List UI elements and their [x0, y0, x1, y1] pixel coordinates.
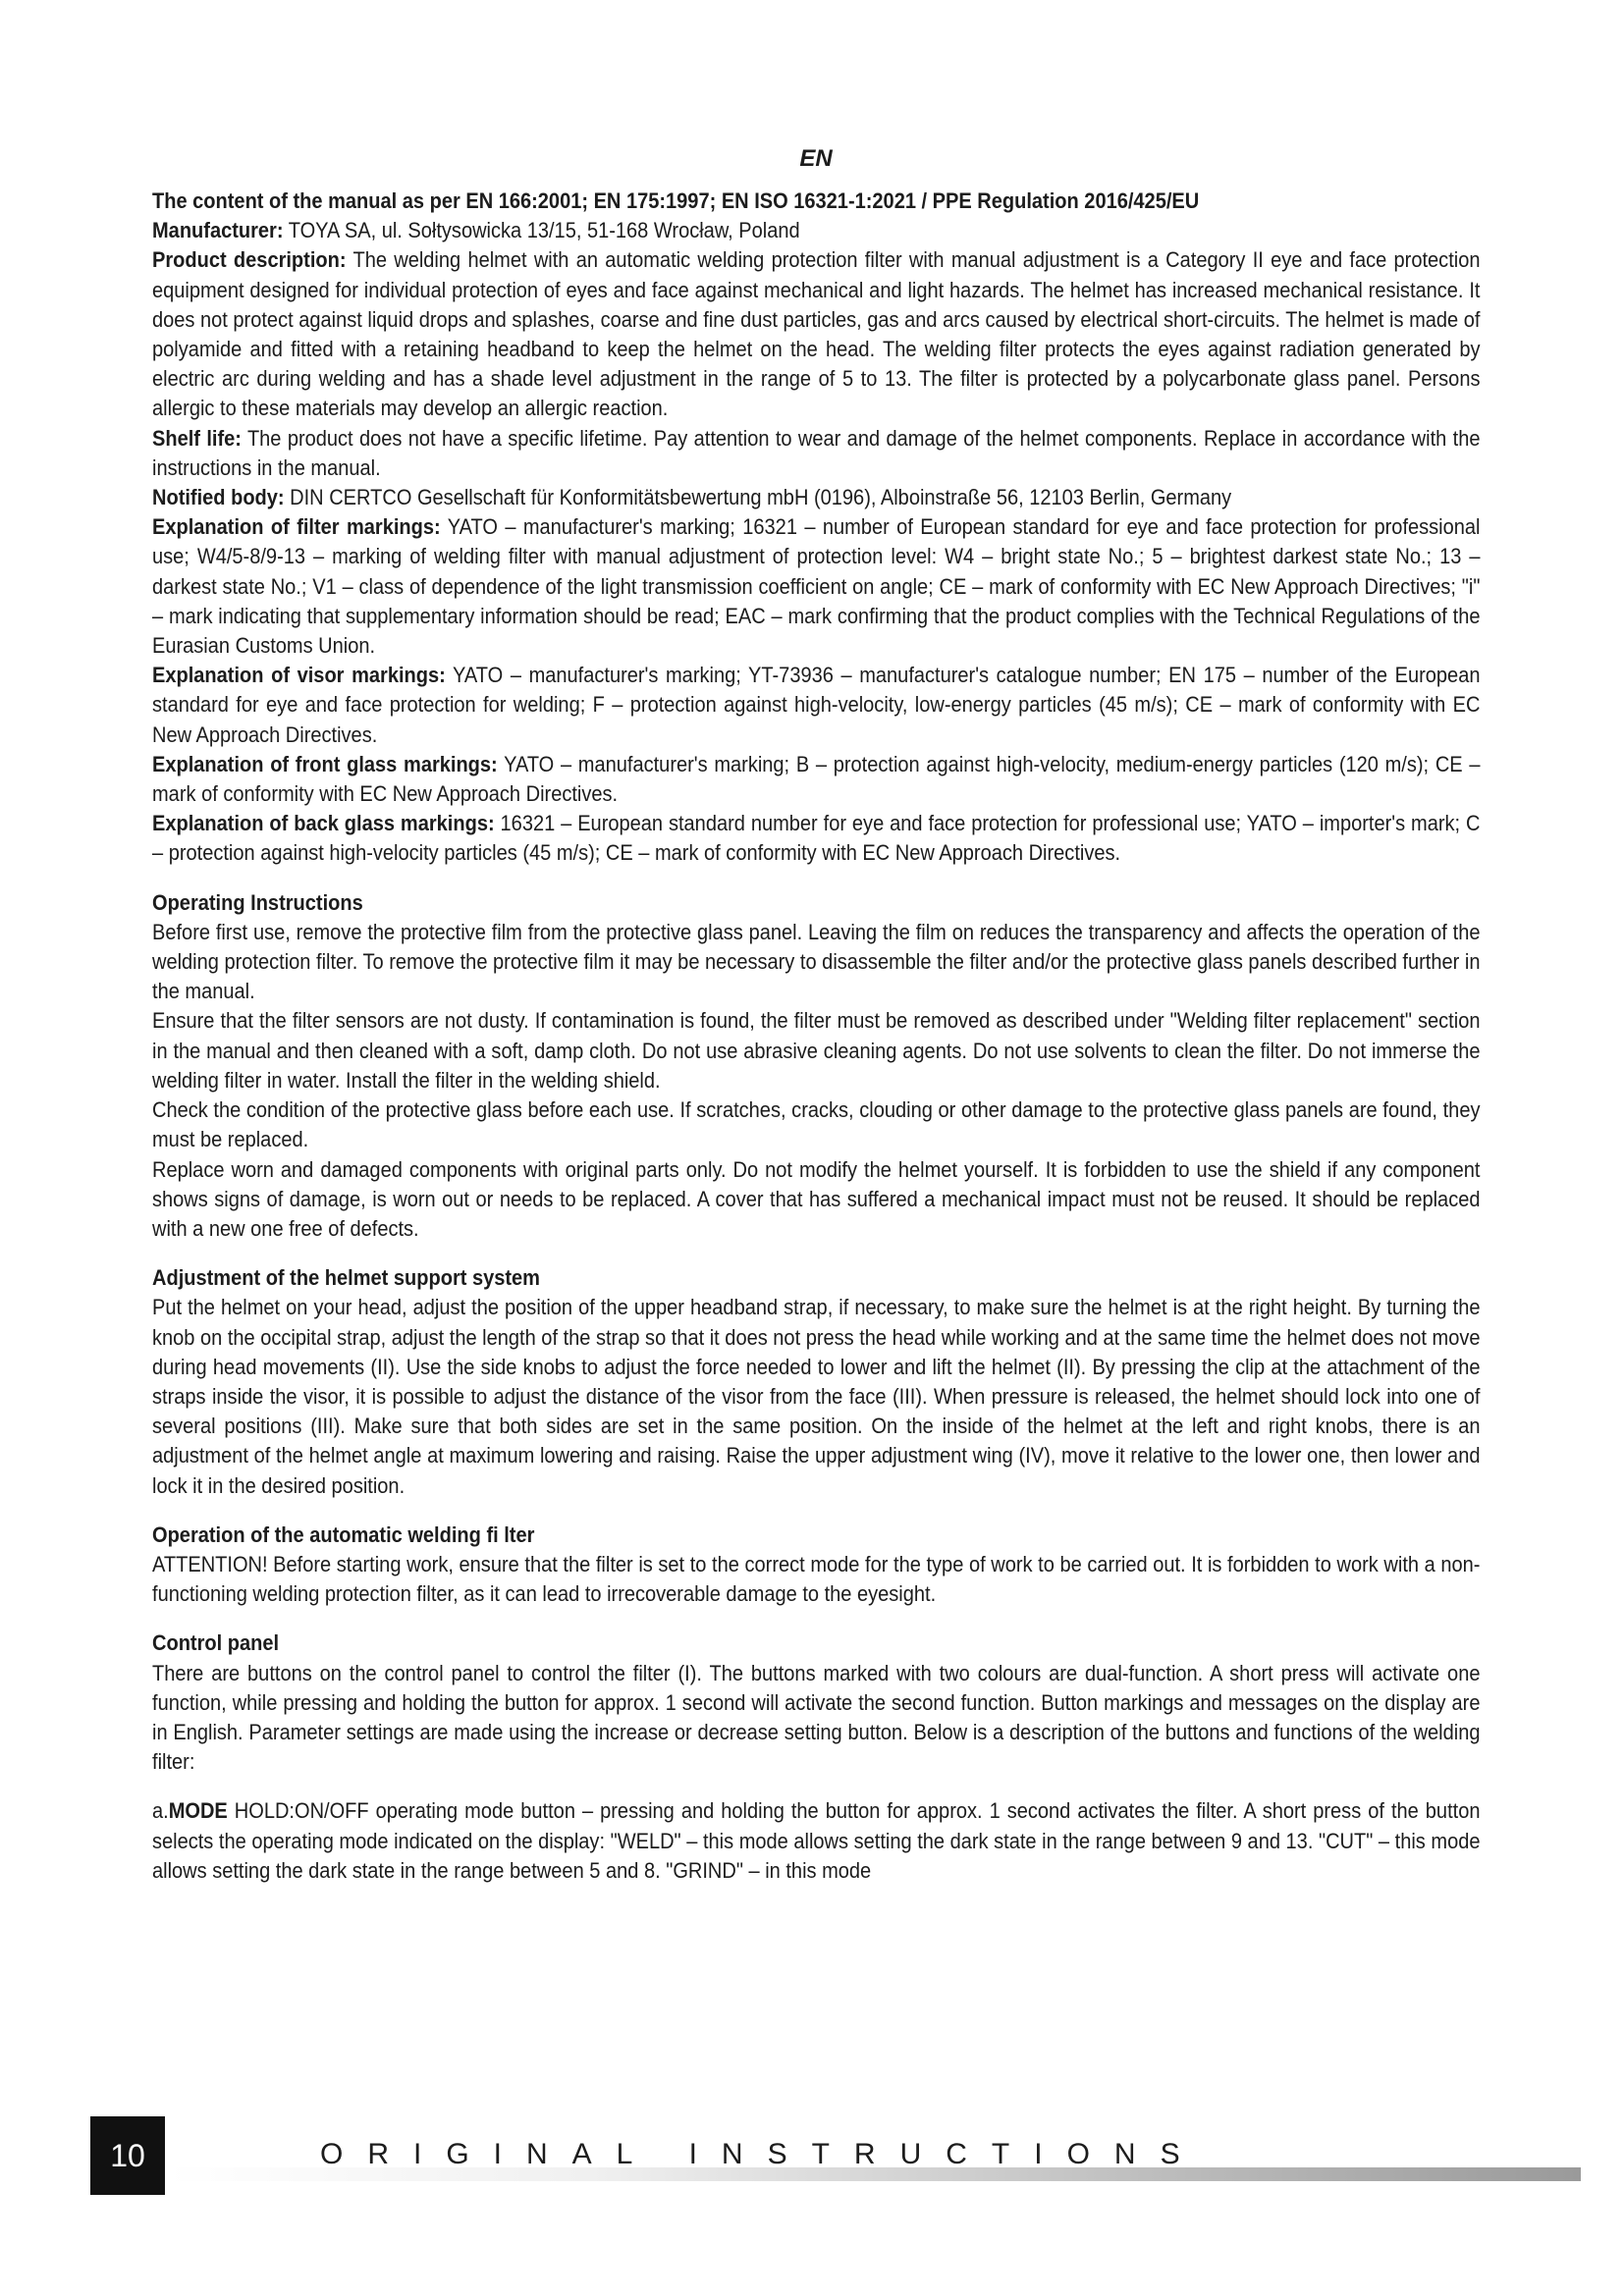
paragraph-label: Notified body:	[152, 485, 285, 510]
paragraph-text: HOLD:ON/OFF operating mode button – pressing and holding the button for approx. 1 second activates the filter. A short press of the button selects the operating mode indicated on the display: "WELD" – this mode allows setting the dark state in the range between 9 and 13. "CUT" – this mode allows setting the dark state in the range between 5 and 8. "GRIND" – in this mode	[152, 1798, 1481, 1883]
section-gap	[152, 1501, 1480, 1521]
section-gap	[152, 869, 1480, 888]
paragraph	[152, 245, 1480, 423]
paragraph-label: Product description:	[152, 247, 347, 273]
document-body	[152, 187, 1480, 1886]
paragraph-text: Put the helmet on your head, adjust the position of the upper headband strap, if necessary, to make sure the helmet is at the right height. By turning the knob on the occipital strap, adjust the length of the strap so that it does not press the head while working and at the same time the helmet does not move during head movements (II). Use the side knobs to adjust the force needed to lower and lift the helmet (II). By pressing the clip at the attachment of the straps inside the visor, it is possible to adjust the distance of the visor from the face (III). When pressure is released, the helmet should lock into one of several positions (III). Make sure that both sides are set in the same position. On the inside of the helmet at the left and right knobs, there is an adjustment of the helmet angle at maximum lowering and raising. Raise the upper adjustment wing (IV), move it relative to the lower one, then lower and lock it in the desired position.	[152, 1295, 1481, 1498]
paragraph	[152, 1659, 1480, 1778]
paragraph-label: Explanation of visor markings:	[152, 663, 446, 688]
paragraph-text: Ensure that the filter sensors are not dusty. If contamination is found, the filter must be removed as described under "Welding filter replacement" section in the manual and then cleaned with a soft, damp cloth. Do not use abrasive cleaning agents. Do not use solvents to clean the filter. Do not immerse the welding filter in water. Install the filter in the welding shield.	[152, 1008, 1481, 1093]
paragraph-label: Explanation of filter markings:	[152, 514, 441, 540]
paragraph	[152, 483, 1480, 512]
section-heading: Operation of the automatic welding fi lter	[152, 1522, 535, 1547]
paragraph-text: YATO – manufacturer's marking; B – protection against high-velocity, medium-energy particles (120 m/s); CE – mark of conformity with EC New Approach Directives.	[152, 751, 1481, 807]
paragraph-label: Shelf life:	[152, 425, 242, 451]
section-heading: Adjustment of the helmet support system	[152, 1265, 540, 1291]
paragraph	[152, 216, 1480, 245]
paragraph	[152, 809, 1480, 868]
section-heading: The content of the manual as per EN 166:2001; EN 175:1997; EN ISO 16321-1:2021 / PPE Regulation 2016/425/EU	[152, 188, 1200, 213]
document-page	[152, 145, 1480, 1886]
page-number: 10	[90, 2116, 165, 2195]
paragraph-text: YATO – manufacturer's marking; 16321 – number of European standard for eye and face protection for professional use; W4/5-8/9-13 – marking of welding filter with manual adjustment of protection level: W4 – bright state No.; 5 – brightest darkest state No.; 13 – darkest state No.; V1 – class of dependence of the light transmission coefficient on angle; CE – mark of conformity with EC New Approach Directives; "i" – mark indicating that supplementary information should be read; EAC – mark confirming that the product complies with the Technical Regulations of the Eurasian Customs Union.	[152, 514, 1481, 659]
paragraph	[152, 1796, 1480, 1886]
language-code: EN	[799, 145, 833, 172]
paragraph	[152, 661, 1480, 750]
paragraph-text: DIN CERTCO Gesellschaft für Konformitätsbewertung mbH (0196), Alboinstraße 56, 12103 Berlin, Germany	[284, 485, 1232, 510]
paragraph-label: Explanation of front glass markings:	[152, 751, 498, 776]
paragraph-label: MODE	[168, 1798, 228, 1824]
paragraph	[152, 1155, 1480, 1245]
paragraph-text: 16321 – European standard number for eye and face protection for professional use; YATO – importer's mark; C – protection against high-velocity particles (45 m/s); CE – mark of conformity with EC New Approach Directives.	[152, 811, 1481, 866]
paragraph	[152, 1095, 1480, 1154]
paragraph-text: There are buttons on the control panel to control the filter (I). The buttons marked with two colours are dual-function. A short press will activate one function, while pressing and holding the button for approx. 1 second will activate the second function. Button markings and messages on the display are in English. Parameter settings are made using the increase or decrease setting button. Below is a description of the buttons and functions of the welding filter:	[152, 1660, 1481, 1775]
section-gap	[152, 1777, 1480, 1796]
section-heading: Operating Instructions	[152, 889, 363, 915]
paragraph-label: Explanation of back glass markings:	[152, 811, 495, 836]
paragraph-text: Before first use, remove the protective film from the protective glass panel. Leaving the film on reduces the transparency and affects the operation of the welding protection filter. To remove the protective film it may be necessary to disassemble the filter and/or the protective glass panels described further in the manual.	[152, 919, 1481, 1004]
paragraph	[152, 1006, 1480, 1095]
footer-label: ORIGINAL INSTRUCTIONS	[320, 2138, 1205, 2170]
section-gap	[152, 1244, 1480, 1263]
paragraph-text: The welding helmet with an automatic welding protection filter with manual adjustment is a Category II eye and face protection equipment designed for individual protection of eyes and face against mechanical and light hazards. The helmet has increased mechanical resistance. It does not protect against liquid drops and splashes, coarse and fine dust particles, gas and arcs caused by electrical short-circuits. The helmet is made of polyamide and fitted with a retaining headband to keep the helmet on the head. The welding filter protects the eyes against radiation generated by electric arc during welding and has a shade level adjustment in the range of 5 to 13. The filter is protected by a polycarbonate glass panel. Persons allergic to these materials may develop an allergic reaction.	[152, 247, 1481, 421]
paragraph-label: Manufacturer:	[152, 218, 284, 243]
paragraph	[152, 1293, 1480, 1500]
paragraph-text: The product does not have a specific lifetime. Pay attention to wear and damage of the helmet components. Replace in accordance with the instructions in the manual.	[152, 425, 1481, 480]
paragraph	[152, 1550, 1480, 1609]
paragraph	[152, 750, 1480, 809]
section-heading: Control panel	[152, 1630, 280, 1656]
paragraph-text: TOYA SA, ul. Sołtysowicka 13/15, 51-168 Wrocław, Poland	[283, 218, 800, 243]
paragraph	[152, 424, 1480, 483]
paragraph	[152, 918, 1480, 1007]
list-prefix: a.	[152, 1798, 169, 1824]
paragraph-text: ATTENTION! Before starting work, ensure that the filter is set to the correct mode for the type of work to be carried out. It is forbidden to work with a non-functioning welding protection filter, as it can lead to irrecoverable damage to the eyesight.	[152, 1551, 1481, 1607]
paragraph-text: Check the condition of the protective glass before each use. If scratches, cracks, clouding or other damage to the protective glass panels are found, they must be replaced.	[152, 1097, 1481, 1152]
section-gap	[152, 1609, 1480, 1629]
paragraph-text: YATO – manufacturer's marking; YT-73936 – manufacturer's catalogue number; EN 175 – number of the European standard for eye and face protection for welding; F – protection against high-velocity, low-energy particles (45 m/s); CE – mark of conformity with EC New Approach Directives.	[152, 663, 1481, 747]
paragraph	[152, 512, 1480, 661]
paragraph-text: Replace worn and damaged components with original parts only. Do not modify the helmet yourself. It is forbidden to use the shield if any component shows signs of damage, is worn out or needs to be replaced. A cover that has suffered a mechanical impact must not be reused. It should be replaced with a new one free of defects.	[152, 1156, 1481, 1241]
